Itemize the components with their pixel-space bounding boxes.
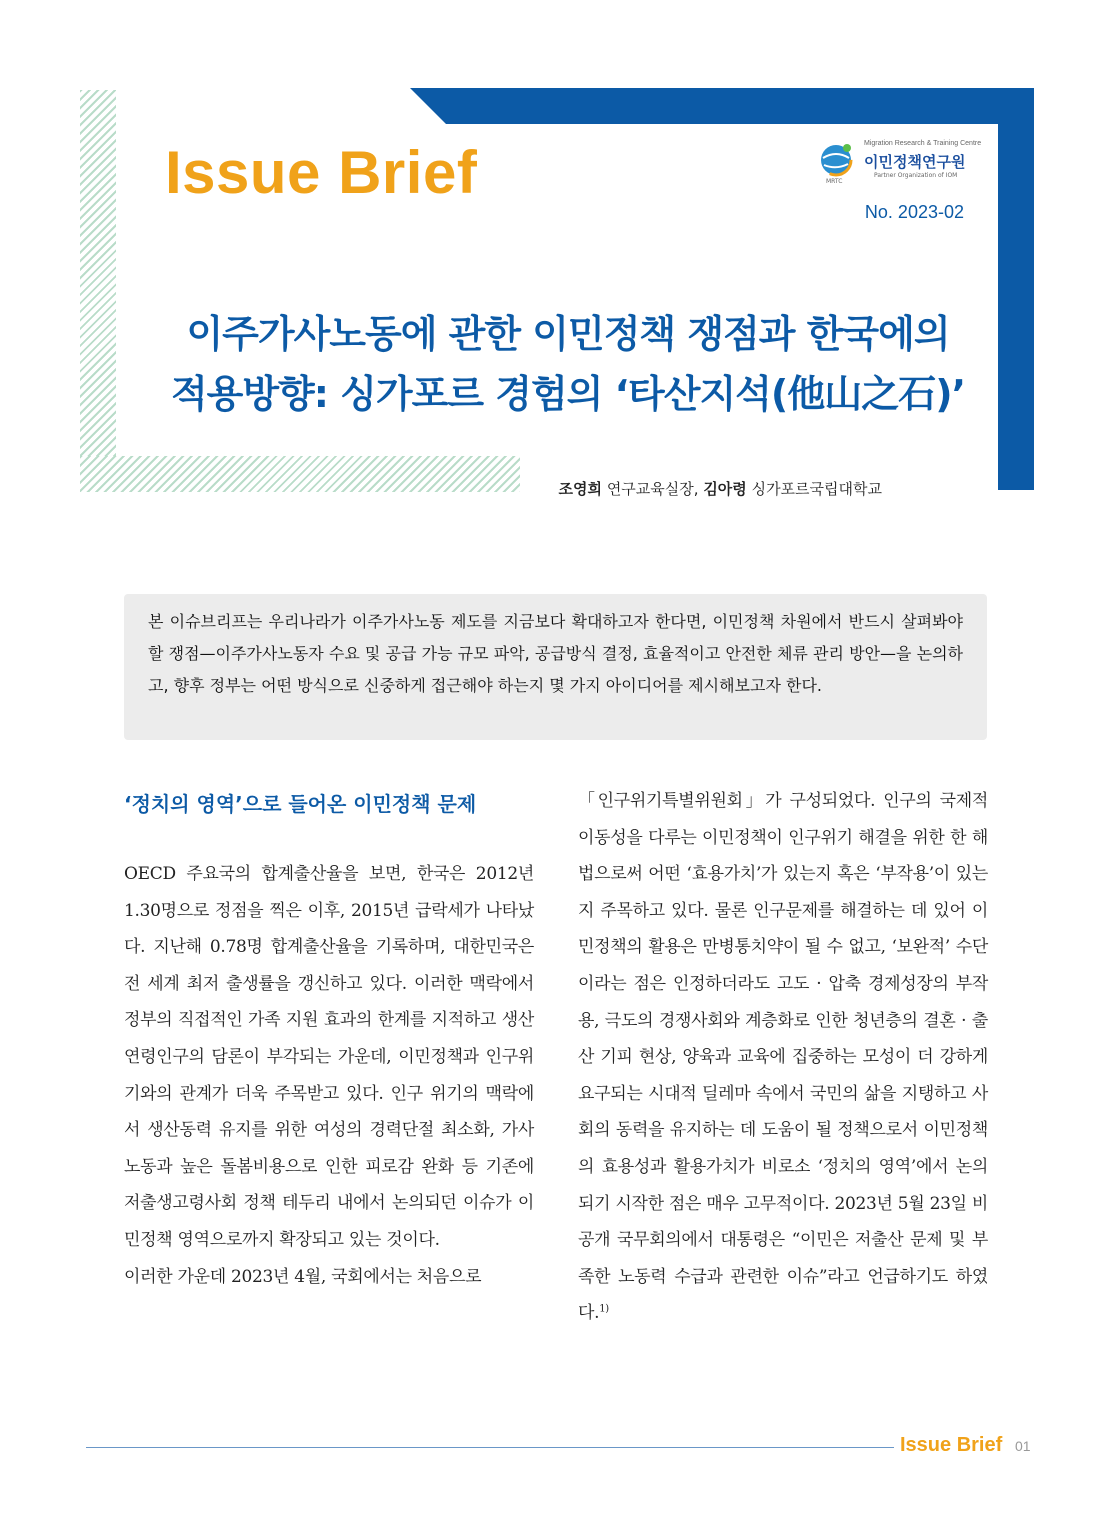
decorative-hatch-left xyxy=(80,90,116,492)
issue-brief-logo: Issue Brief xyxy=(165,139,478,206)
section-heading: ‘정치의 영역’으로 들어온 이민정책 문제 xyxy=(124,792,477,816)
decorative-hatch-bottom xyxy=(80,456,520,492)
institute-abbr: MRTC xyxy=(826,178,843,185)
abstract-box: 본 이슈브리프는 우리나라가 이주가사노동 제도를 지금보다 확대하고자 한다면, 이민정책 차원에서 반드시 살펴봐야 할 쟁점—이주가사노동자 수요 및 공급 가능 규모 파악, 공급방식 결정, 효율적이고 안전한 체류 관리 방안—을 논의하고, 향후 정부는 어떤 방식으로 신중하게 접근해야 하는지 몇 가지 아이디어를 제시해보고자 한다. xyxy=(124,594,987,740)
body-column-right xyxy=(578,783,988,1332)
institute-partner: Partner Organization of IOM xyxy=(874,172,958,179)
body-paragraph: OECD 주요국의 합계출산율을 보면, 한국은 2012년 1.30명으로 정점을 찍은 이후, 2015년 급락세가 나타났다. 지난해 0.78명 합계출산율을 기록하며, 대한민국은 전 세계 최저 출생률을 갱신하고 있다. 이러한 맥락에서 정부의 직접적인 가족 지원 효과의 한계를 지적하고 생산연령인구의 담론이 부각되는 가운데, 이민정책과 인구위기와의 관계가 더욱 주목받고 있다. 인구 위기의 맥락에서 생산동력 유지를 위한 여성의 경력단절 최소화, 가사노동과 높은 돌봄비용으로 인한 피로감 완화 등 기존에 저출생고령사회 정책 테두리 내에서 논의되던 이슈가 이민정책 영역으로까지 확장되고 있는 것이다. xyxy=(124,864,534,1250)
body-paragraph: 「인구위기특별위원회」가 구성되었다. 인구의 국제적 이동성을 다루는 이민정책이 인구위기 해결을 위한 한 해법으로써 어떤 ‘효용가치’가 있는지 혹은 ‘부작용’이 있는지 주목하고 있다. 물론 인구문제를 해결하는 데 있어 이민정책의 활용은 만병통치약이 될 수 없고, ‘보완적’ 수단이라는 점은 인정하더라도 고도 · 압축 경제성장의 부작용, 극도의 경쟁사회와 계층화로 인한 청년층의 결혼 · 출산 기피 현상, 양육과 교육에 집중하는 모성이 더 강하게 요구되는 시대적 딜레마 속에서 국민의 삶을 지탱하고 사회의 동력을 유지하는 데 도움이 될 정책으로서 이민정책의 효용성과 활용가치가 비로소 ‘정치의 영역’에서 논의되기 시작한 점은 매우 고무적이다. 2023년 5월 23일 비공개 국무회의에서 대통령은 “이민은 저출산 문제 및 부족한 노동력 수급과 관련한 이슈”라고 언급하기도 하였다. xyxy=(578,791,988,1324)
institute-name: 이민정책연구원 xyxy=(864,153,966,171)
issue-number: No. 2023-02 xyxy=(864,202,964,222)
author-name: 조영희 xyxy=(558,480,603,498)
decorative-blue-bar xyxy=(410,88,1034,124)
title-line-1: 이주가사노동에 관한 이민정책 쟁점과 한국에의 xyxy=(186,312,950,356)
footnote-reference[interactable]: 1) xyxy=(599,1303,609,1315)
globe-icon xyxy=(814,140,860,180)
author-affiliation: 싱가포르국립대학교 xyxy=(751,480,882,498)
author-affiliation: 연구교육실장, xyxy=(606,480,699,498)
author-line xyxy=(500,478,882,499)
body-paragraph: 이러한 가운데 2023년 4월, 국회에서는 처음으로 xyxy=(124,1266,482,1287)
document-title xyxy=(150,304,986,424)
page-number: 01 xyxy=(1015,1438,1031,1454)
body-column-left xyxy=(124,856,534,1295)
title-line-2: 적용방향: 싱가포르 경험의 ‘타산지석(他山之石)’ xyxy=(170,372,966,416)
footer-rule xyxy=(86,1447,894,1448)
author-name: 김아령 xyxy=(703,480,747,498)
footer-brand: Issue Brief xyxy=(900,1434,1003,1456)
decorative-blue-frame xyxy=(998,88,1034,490)
institute-logo xyxy=(814,138,984,188)
institute-english-name: Migration Research & Training Centre xyxy=(864,140,982,147)
